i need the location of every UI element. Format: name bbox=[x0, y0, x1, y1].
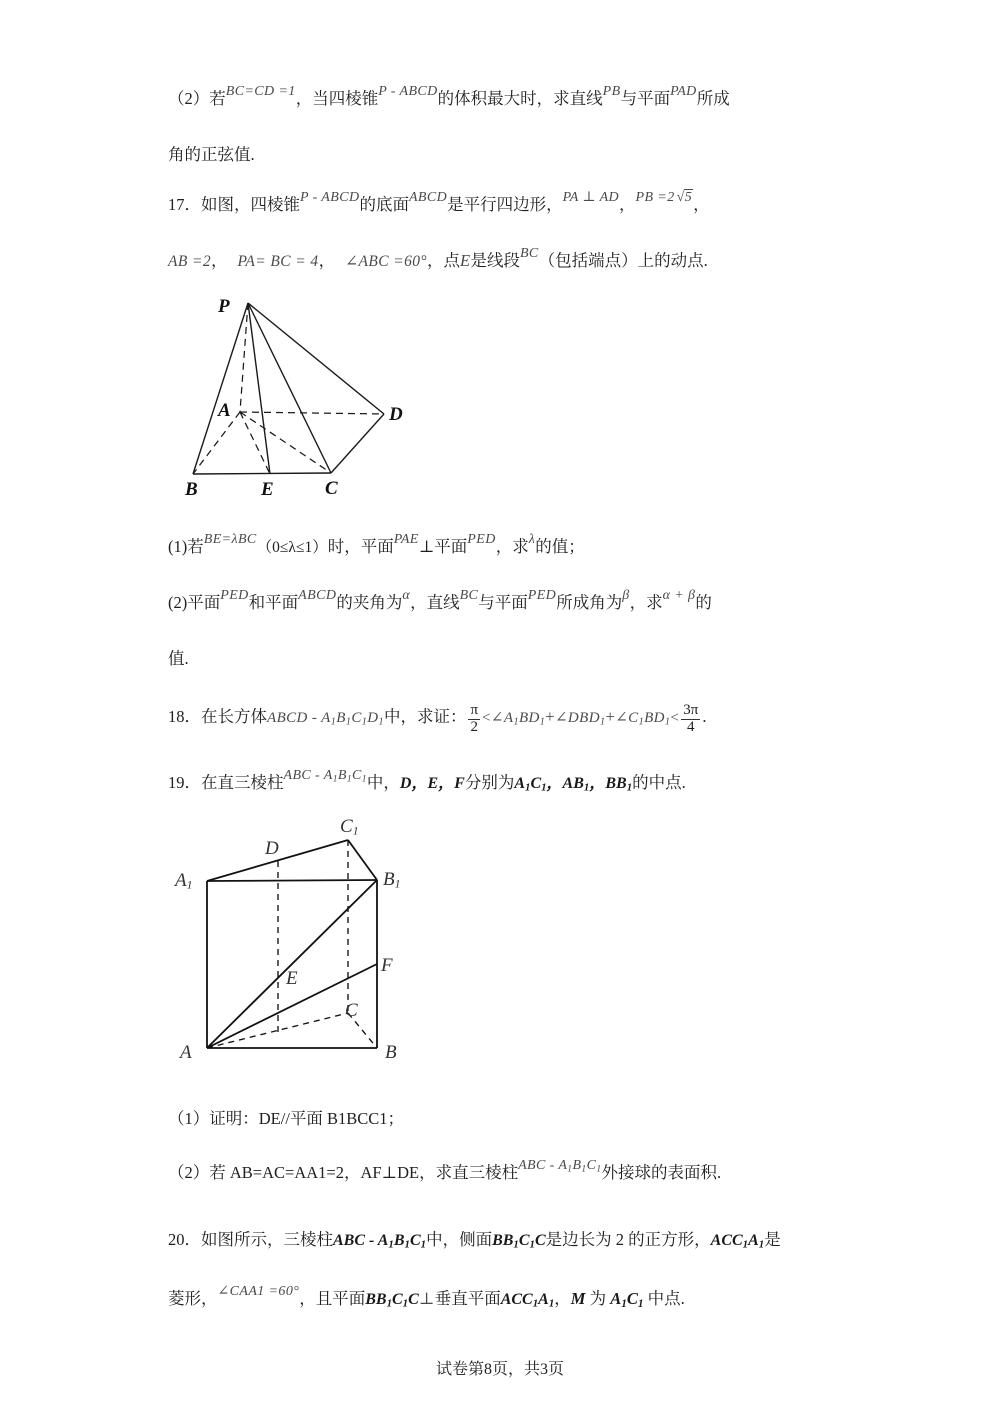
q17-p1-mid: 时，平面 bbox=[327, 537, 394, 556]
edge-AB1 bbox=[207, 880, 377, 1048]
q19-text-b: 中， bbox=[366, 772, 400, 792]
question-19-part-1 bbox=[168, 1092, 840, 1146]
q16-mid3: 与平面 bbox=[620, 89, 671, 108]
q20-text-g: 垂直平面 bbox=[434, 1289, 501, 1309]
q19-text-a: 在直三棱柱 bbox=[201, 772, 284, 792]
q17-c2: ， bbox=[318, 251, 336, 270]
vertex-label-A: A bbox=[218, 400, 231, 421]
q20-text-f: ，且平面 bbox=[299, 1289, 366, 1309]
edge-PD bbox=[248, 303, 384, 414]
q19-p1-text bbox=[168, 1109, 404, 1128]
q18-plus-2: + bbox=[605, 707, 616, 726]
q18-period: . bbox=[702, 707, 707, 726]
q17-p1-eq: =λBC bbox=[221, 532, 257, 547]
question-20-line-1 bbox=[168, 1213, 840, 1272]
question-18 bbox=[168, 690, 840, 750]
q18-plus-1: + bbox=[545, 707, 555, 726]
q20-perp-symbol: ⊥ bbox=[418, 1289, 435, 1309]
q20-face-1: $BB_1C_1C$ bbox=[492, 1232, 546, 1252]
question-17-part-1 bbox=[168, 520, 840, 576]
q19-p1-label: （1）证明：DE//平面 B1BCC1； bbox=[168, 1109, 405, 1128]
q17-p2-mid7: 的 bbox=[695, 593, 712, 612]
q20-face-4: $ACC_1A_1$ bbox=[500, 1291, 555, 1310]
vertex-label-B1: $B_1$ bbox=[383, 869, 401, 891]
q17-p2-tail: 值. bbox=[168, 649, 189, 668]
q18-number: 18． bbox=[168, 707, 201, 726]
q20-number: 20． bbox=[168, 1230, 201, 1250]
question-17-stem-line-2 bbox=[168, 234, 840, 290]
frac-numerator-2: 3π bbox=[683, 702, 699, 719]
q20-text-c: 是边长为 2 的正方形， bbox=[545, 1230, 711, 1250]
edge-BC bbox=[193, 473, 331, 474]
vertex-label-C: C bbox=[345, 1000, 358, 1021]
q17-p1-prefix: (1)若 bbox=[168, 537, 204, 556]
vertex-label-B: B bbox=[185, 479, 198, 500]
q17-p2-alpha: α bbox=[402, 588, 411, 603]
q18-angle-3: $\angle C_1BD_1$ bbox=[615, 710, 671, 728]
question-16-part-2-line2 bbox=[168, 128, 840, 182]
q18-angle-1: $\angle A_1BD_1$ bbox=[490, 710, 546, 728]
q20-text-d: 是 bbox=[764, 1230, 781, 1250]
fraction-pi-over-2 bbox=[468, 703, 480, 736]
q17-p2-mid6: ，求 bbox=[629, 593, 663, 612]
q20-seg-a1c1: $A_1C_1$ bbox=[610, 1289, 644, 1310]
radical-sign: √ bbox=[676, 190, 685, 205]
question-17-part-2 bbox=[168, 576, 840, 632]
q17-p1-tail: ，求 bbox=[495, 537, 529, 556]
edge-PA-hidden bbox=[240, 303, 248, 412]
page-content bbox=[168, 72, 840, 290]
page-content-mid bbox=[168, 520, 840, 815]
q19-segments: $A_1C_1$，$AB_1$，$BB_1$ bbox=[514, 774, 633, 794]
q16-line-pb: PB bbox=[602, 84, 621, 99]
q17-stem-c: 是平行四边形， bbox=[447, 195, 563, 214]
q17-cond-perp: PA ⊥ AD bbox=[562, 190, 620, 205]
q18-text-a: 在长方体 bbox=[201, 707, 267, 726]
vertex-label-A1: $A_1$ bbox=[175, 870, 193, 892]
q19-p2-b: 外接球的表面积. bbox=[601, 1163, 722, 1182]
q16-mid2: 的体积最大时，求直线 bbox=[437, 89, 603, 108]
question-20-line-2 bbox=[168, 1272, 840, 1331]
q17-comma-2: ， bbox=[693, 195, 710, 214]
q17-p1-be: BE bbox=[203, 532, 222, 547]
q17-stem-d: 是线段 bbox=[470, 251, 520, 270]
question-19-part-2 bbox=[168, 1146, 840, 1205]
q17-stem-tail: （包括端点）上的动点. bbox=[538, 251, 708, 270]
q20-text-a: 如图所示，三棱柱 bbox=[201, 1230, 333, 1250]
q18-rel-2: < bbox=[670, 710, 680, 726]
q17-pb-lhs: PB =2 bbox=[635, 190, 675, 205]
q17-p2-plane-ped: PED bbox=[220, 588, 249, 603]
question-17-part-2-line2 bbox=[168, 632, 840, 686]
q16-bc: BC bbox=[225, 84, 245, 99]
edge-AC-hidden bbox=[240, 412, 331, 473]
q18-rel-1: < bbox=[482, 710, 491, 726]
q17-p2-plane-ped-2: PED bbox=[527, 588, 557, 603]
q18-angle-2: $\angle DBD_1$ bbox=[554, 710, 606, 728]
q17-p2-prefix: (2)平面 bbox=[168, 593, 221, 612]
q16-plane-pad: PAD bbox=[670, 84, 697, 99]
q17-p2-plane-abcd: ABCD bbox=[298, 588, 337, 603]
q16-tail: 角的正弦值. bbox=[168, 145, 255, 164]
sqrt-5 bbox=[675, 171, 694, 225]
frac-denominator-2: 4 bbox=[681, 719, 700, 736]
q17-p1-plane-pae: PAE bbox=[393, 532, 419, 547]
edge-A1B1 bbox=[207, 880, 377, 881]
q17-p2-beta: β bbox=[622, 588, 630, 603]
frac-numerator: π bbox=[470, 702, 479, 719]
q17-p2-line-bc: BC bbox=[459, 588, 479, 603]
q17-point-e: E bbox=[459, 251, 471, 270]
edge-CD bbox=[331, 414, 384, 473]
q17-cond-pb bbox=[636, 171, 694, 225]
pyramid-svg bbox=[160, 285, 460, 515]
vertex-label-E: E bbox=[261, 479, 274, 500]
q19-points: D，E，F bbox=[399, 774, 465, 792]
question-19-stem bbox=[168, 756, 840, 815]
q17-p1-lambda: λ bbox=[528, 532, 536, 547]
q20-angle-caa1: ∠CAA1 =60° bbox=[217, 1284, 300, 1300]
vertex-label-C: C bbox=[325, 478, 338, 499]
vertex-label-E: E bbox=[286, 968, 298, 989]
edge-PC bbox=[248, 303, 331, 473]
q17-angle-abc: ∠ABC =60° bbox=[345, 253, 427, 270]
q20-solid: ABC - $A_1B_1C_1$ bbox=[333, 1232, 427, 1252]
q17-solid: P - ABCD bbox=[300, 190, 360, 205]
q19-solid: ABC - $A_1B_1C_1$ bbox=[283, 767, 367, 784]
q17-stem-b: 的底面 bbox=[359, 195, 409, 214]
q20-face-2: $ACC_1A_1$ bbox=[710, 1232, 765, 1252]
q17-p2-mid1: 和平面 bbox=[248, 593, 299, 612]
edge-PB bbox=[193, 303, 248, 474]
radicand: 5 bbox=[684, 190, 693, 205]
q18-solid: ABCD - $A_1B_1C_1D_1$ bbox=[267, 710, 384, 728]
vertex-label-P: P bbox=[218, 296, 230, 317]
q17-pa-bc: PA= BC = 4 bbox=[237, 253, 319, 270]
q17-p1-plane-ped: PED bbox=[467, 532, 496, 547]
q17-p2-sum: α + β bbox=[662, 588, 696, 603]
vertex-label-B: B bbox=[385, 1042, 397, 1063]
q20-point-m: M bbox=[570, 1289, 586, 1309]
q20-text-b: 中，侧面 bbox=[426, 1230, 493, 1250]
vertex-label-D: D bbox=[265, 838, 279, 859]
edge-C1B1 bbox=[348, 840, 377, 880]
frac-denominator: 2 bbox=[468, 719, 480, 736]
footer-text: 试卷第8页，共3页 bbox=[435, 1361, 564, 1378]
q16-part2-prefix: （2）若 bbox=[168, 89, 226, 108]
q17-number: 17． bbox=[168, 195, 201, 214]
q17-stem-a: 如图，四棱锥 bbox=[201, 195, 300, 214]
q17-seg-bc: BC bbox=[519, 246, 539, 261]
q17-c3: ，点 bbox=[426, 251, 460, 270]
q19-number: 19． bbox=[168, 772, 201, 792]
q19-p2-solid: ABC - $A_1B_1C_1$ bbox=[518, 1158, 602, 1175]
question-16-part-2 bbox=[168, 72, 840, 128]
q17-p1-perp: ⊥平面 bbox=[418, 537, 468, 556]
fraction-3pi-over-4 bbox=[681, 703, 700, 736]
q16-mid1: ，当四棱锥 bbox=[295, 89, 379, 108]
q17-comma-1: ， bbox=[619, 195, 636, 214]
page-footer bbox=[0, 1356, 1000, 1379]
q20-text-e: 菱形， bbox=[168, 1289, 218, 1309]
vertex-label-A: A bbox=[180, 1042, 192, 1063]
edge-PE bbox=[248, 303, 270, 474]
q17-p2-mid3: ，直线 bbox=[410, 593, 460, 612]
q19-text-d: 的中点. bbox=[632, 772, 686, 792]
q20-face-3: $BB_1C_1C$ bbox=[365, 1291, 419, 1310]
q20-text-h: ，M 为 $A_1C_1$ 中点. bbox=[554, 1289, 685, 1310]
q18-text-b: 中，求证： bbox=[383, 707, 467, 726]
q16-mid4: 所成 bbox=[696, 89, 730, 108]
question-17-stem-line-1 bbox=[168, 178, 840, 234]
q16-cd-eq: =CD =1 bbox=[244, 84, 296, 99]
q17-p2-mid5: 所成角为 bbox=[556, 593, 623, 612]
q16-solid: P - ABCD bbox=[378, 84, 438, 99]
q19-p2-a: （2）若 AB=AC=AA1=2，AF⊥DE，求直三棱柱 bbox=[168, 1163, 519, 1182]
prism-svg bbox=[160, 820, 410, 1080]
vertex-label-F: F bbox=[381, 955, 393, 976]
edge-AB-hidden bbox=[193, 412, 240, 474]
q17-p1-tail2: 的值； bbox=[535, 537, 585, 556]
q19-text-c: 分别为 bbox=[464, 772, 515, 792]
q17-ab: AB =2 bbox=[168, 253, 212, 270]
page-content-lower bbox=[168, 1092, 840, 1331]
vertex-label-C1: $C_1$ bbox=[340, 816, 359, 838]
q17-c1: ， bbox=[211, 251, 228, 270]
q17-base: ABCD bbox=[408, 190, 448, 205]
vertex-label-D: D bbox=[389, 404, 403, 425]
q17-p2-mid4: 与平面 bbox=[478, 593, 528, 612]
q17-p2-mid2: 的夹角为 bbox=[336, 593, 403, 612]
q17-p1-range: （0≤λ≤1） bbox=[256, 539, 328, 556]
